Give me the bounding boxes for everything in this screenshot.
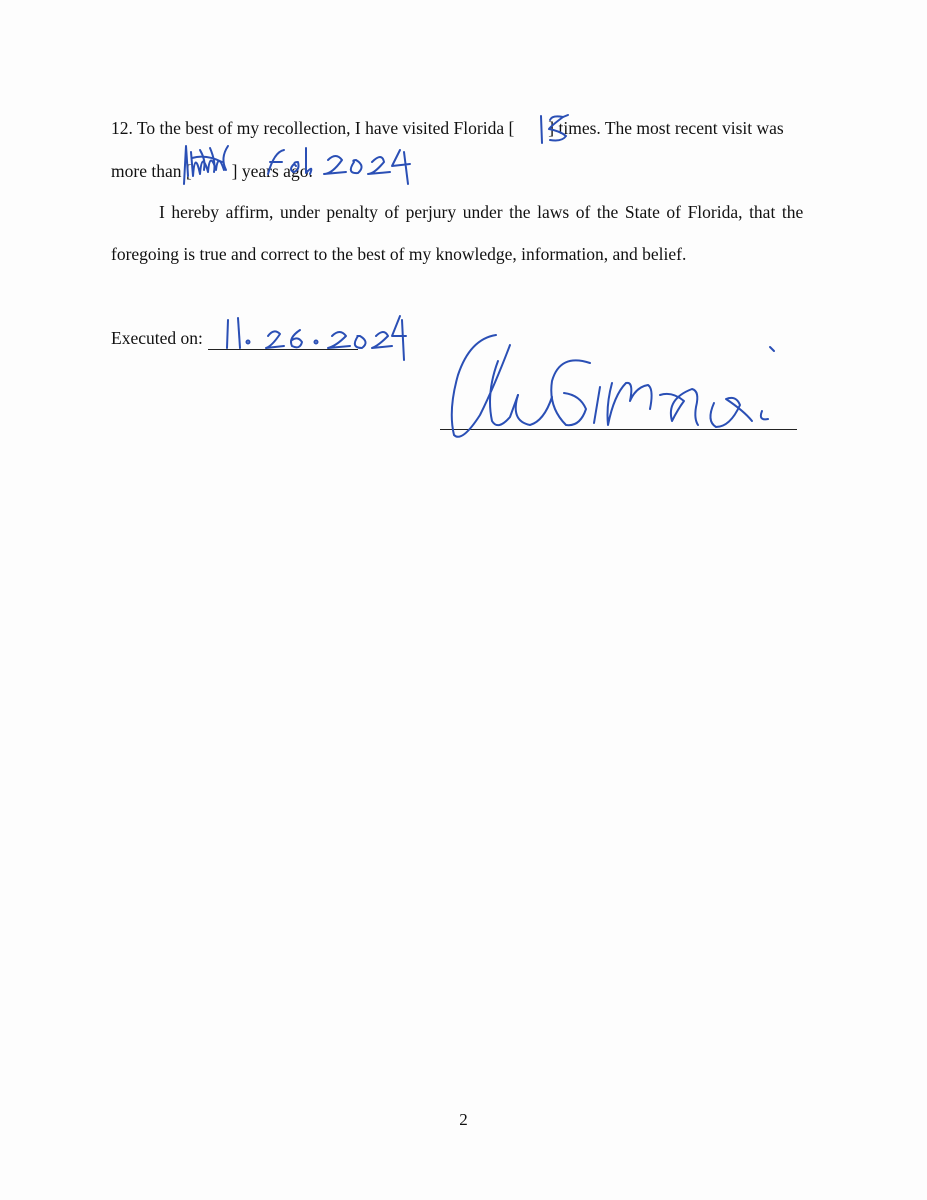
- affirmation-line-1: I hereby affirm, under penalty of perjury under the laws of the State of Florida, that the: [159, 202, 804, 222]
- paragraph-12-line-1: [111, 117, 784, 139]
- page-number: 2: [459, 1110, 468, 1129]
- executed-on-label: Executed on:: [111, 328, 203, 348]
- paragraph-12-text: 12. To the best of my recollection, I have visited Florida [: [111, 118, 515, 138]
- affirmation-line-2: foregoing is true and correct to the best of my knowledge, information, and belief.: [111, 244, 687, 264]
- handwritten-visit-count: [536, 112, 572, 148]
- paragraph-12-text-end: ] times. The most recent visit was: [548, 118, 784, 138]
- paragraph-12-line2-end: ] years ago.: [231, 161, 313, 181]
- handwritten-recent-visit-correction: [176, 140, 416, 190]
- paragraph-12-line2-start: more than [: [111, 161, 192, 181]
- handwritten-execution-date: [208, 308, 408, 368]
- signature: [440, 325, 810, 445]
